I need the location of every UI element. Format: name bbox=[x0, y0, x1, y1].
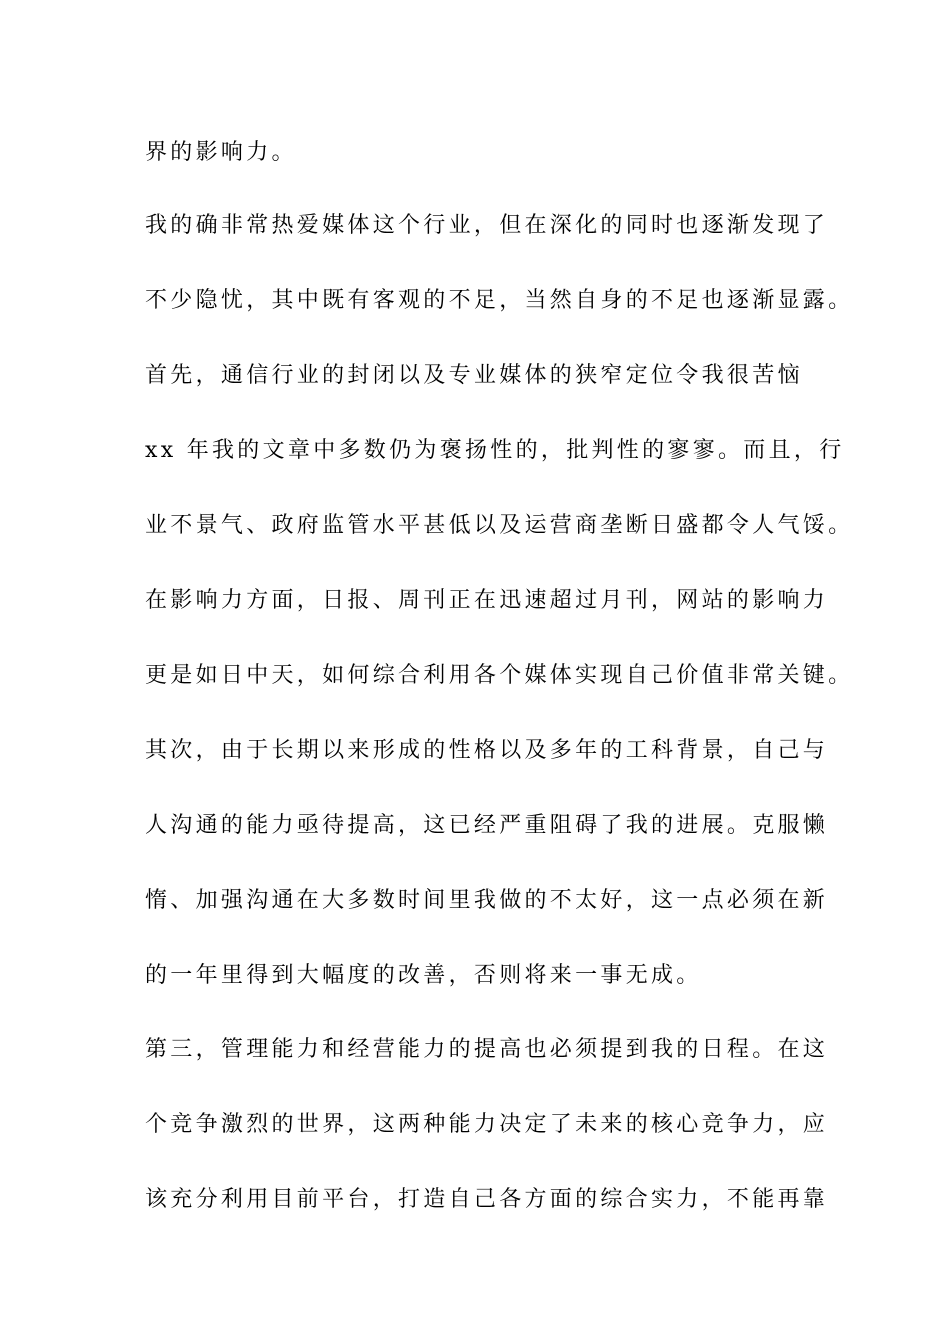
text-line: 的一年里得到大幅度的改善，否则将来一事无成。 bbox=[145, 963, 702, 988]
text-line: 不少隐忧，其中既有客观的不足，当然自身的不足也逐渐显露。 bbox=[145, 288, 854, 313]
text-line: 业不景气、政府监管水平甚低以及运营商垄断日盛都令人气馁。 bbox=[145, 513, 854, 538]
text-line: 我的确非常热爱媒体这个行业，但在深化的同时也逐渐发现了 bbox=[145, 213, 829, 238]
text-line: 个竞争激烈的世界，这两种能力决定了未来的核心竞争力，应 bbox=[145, 1112, 829, 1137]
text-line: 在影响力方面，日报、周刊正在迅速超过月刊，网站的影响力 bbox=[145, 588, 829, 613]
text-line: 惰、加强沟通在大多数时间里我做的不太好，这一点必须在新 bbox=[145, 888, 829, 913]
text-line: xx 年我的文章中多数仍为褒扬性的，批判性的寥寥。而且，行 bbox=[145, 438, 845, 463]
text-line: 界的影响力。 bbox=[145, 140, 297, 165]
text-line: 其次，由于长期以来形成的性格以及多年的工科背景，自己与 bbox=[145, 738, 829, 763]
text-line: 首先，通信行业的封闭以及专业媒体的狭窄定位令我很苦恼 bbox=[145, 363, 803, 388]
text-line: 该充分利用目前平台，打造自己各方面的综合实力，不能再靠 bbox=[145, 1187, 829, 1212]
text-line: 更是如日中天，如何综合利用各个媒体实现自己价值非常关键。 bbox=[145, 663, 854, 688]
text-line: 人沟通的能力亟待提高，这已经严重阻碍了我的进展。克服懒 bbox=[145, 813, 829, 838]
text-line: 第三，管理能力和经营能力的提高也必须提到我的日程。在这 bbox=[145, 1037, 829, 1062]
